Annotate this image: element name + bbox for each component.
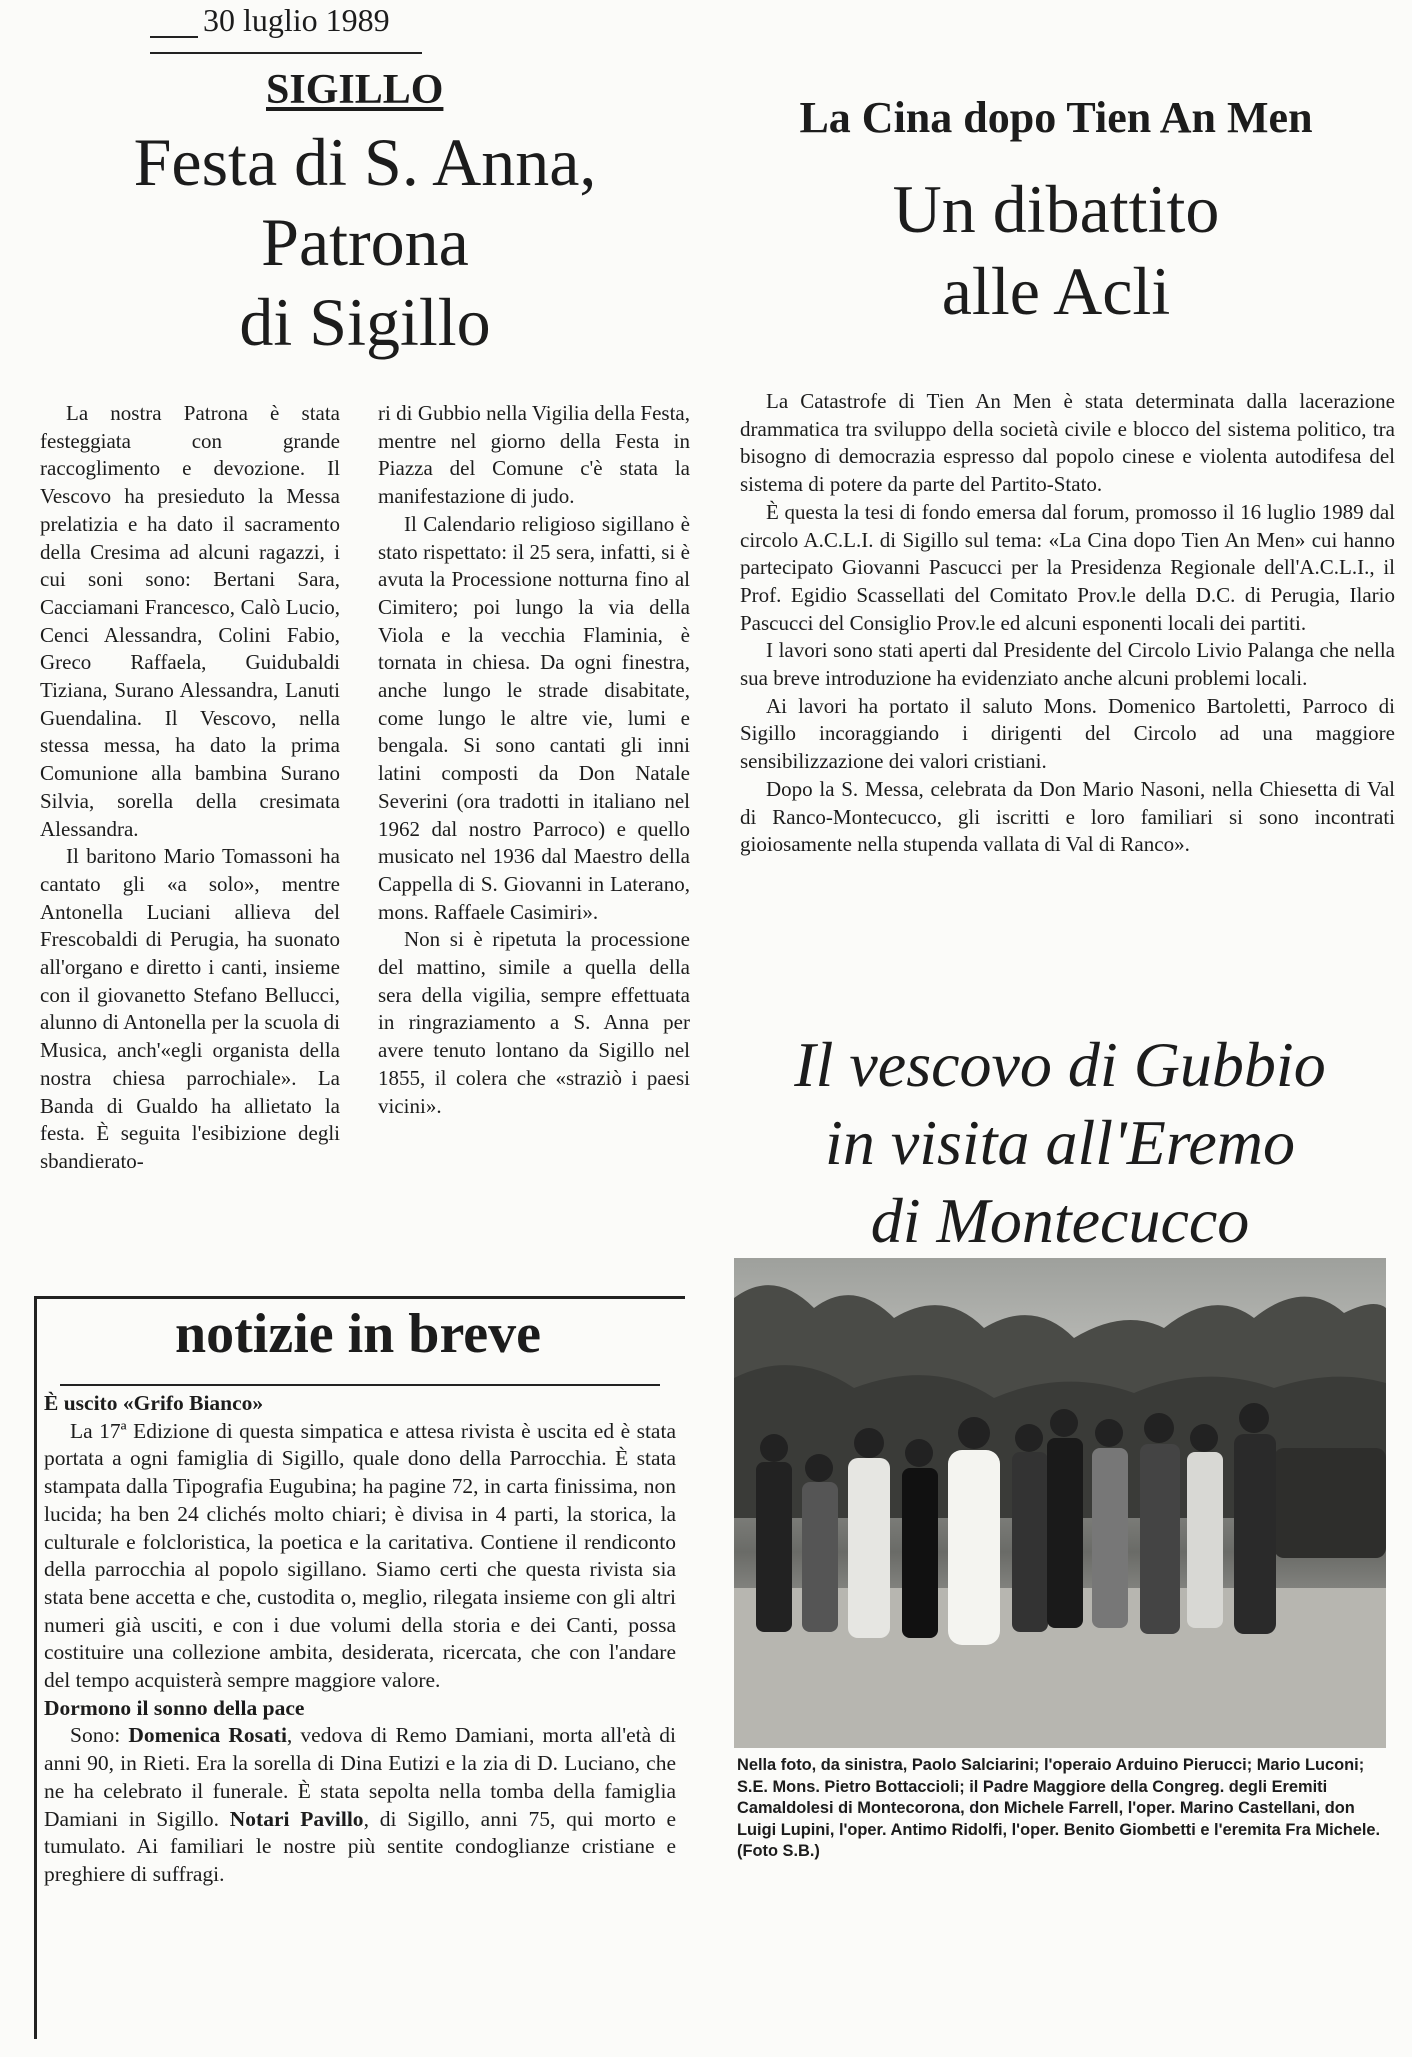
- paragraph: La Catastrofe di Tien An Men è stata determinata dalla lacerazione drammatica tra sviluppo della società civile e blocco del sistema politico, tra bisogno di democrazia espresso dal popolo cinese e violenta autodifesa del sistema di potere da parte del Partito-Stato.: [740, 389, 1395, 497]
- article-column-1: [40, 400, 340, 1176]
- name-bold: Domenica Rosati: [128, 1723, 287, 1748]
- kicker-cina: La Cina dopo Tien An Men: [799, 93, 1313, 142]
- paragraph: I lavori sono stati aperti dal Presidente del Circolo Livio Palanga che nella sua breve introduzione ha evidenziato anche alcuni problemi locali.: [740, 638, 1395, 691]
- paragraph: ri di Gubbio nella Vigilia della Festa, mentre nel giorno della Festa in Piazza del Comune c'è stata la manifestazione di judo.: [378, 401, 690, 509]
- notizia-subhead: È uscito «Grifo Bianco»: [44, 1391, 264, 1415]
- text-run: Sono:: [70, 1723, 129, 1748]
- paragraph: Ai lavori ha portato il saluto Mons. Domenico Bartoletti, Parroco di Sigillo incoraggiando i dirigenti del Circolo ad una maggiore sensibilizzazione dei valori cristiani.: [740, 693, 1395, 774]
- name-bold: Notari Pavillo: [229, 1806, 364, 1831]
- headline-line: Patrona: [261, 204, 469, 280]
- group-photo-illustration: [734, 1258, 1386, 1748]
- headline-line: alle Acli: [941, 253, 1171, 329]
- headline-line: di Montecucco: [870, 1185, 1250, 1256]
- headline-vescovo-gubbio: [720, 1026, 1400, 1260]
- paragraph: È questa la tesi di fondo emersa dal forum, promosso il 16 luglio 1989 dal circolo A.C.L.I. di Sigillo sul tema: «La Cina dopo Tien An Men» cui hanno partecipato Giovanni Pascucci per la Presidenza Regionale dell'A.C.L.I., il Prof. Egidio Scassellati del Comitato Prov.le della D.C. di Perugia, Ilario Pascucci del Consiglio Prov.le ed alcuni esponenti locali dei partiti.: [740, 499, 1395, 635]
- text-run: , di Sigillo, anni 75, qui morto e tumulato. Ai familiari le nostre più sentite condoglianze cristiane e preghiere di suffragi.: [44, 1806, 676, 1886]
- group-photo: [734, 1258, 1386, 1748]
- paragraph: La 17ª Edizione di questa simpatica e attesa rivista è uscita ed è stata portata a ogni famiglia di Sigillo, quale dono della Parrocchia. È stata stampata dalla Tipografia Eugubina; ha pagine 72, in carta finissima, non lucida; ha ben 24 clichés molto chiari; è divisa in 4 parti, la storica, la culturale e folcloristica, la poetica e la caritativa. Contiene il rendiconto della parrocchia al popolo sigillano. Siamo certi che questa rivista sia stata bene accetta e che, custodita o, meglio, rilegata insieme con gli altri numeri già usciti, e con i due volumi della storia e dei Canti, possa costituire una collezione ambita, desiderata, ricercata, che con l'andare del tempo acquisterà sempre maggiore valore.: [44, 1418, 676, 1693]
- paragraph: [44, 1722, 676, 1888]
- paragraph: Il baritono Mario Tomassoni ha cantato gli «a solo», mentre Antonella Luciani allieva del Frescobaldi di Perugia, ha suonato all'organo e diretto i canti, insieme con il giovanetto Stefano Bellucci, alunno di Antonella per la scuola di Musica, anch'«egli organista della nostra chiesa parrochiale». La Banda di Gualdo ha allietato la festa. È seguita l'esibizione degli sbandierato-: [40, 844, 340, 1173]
- headline-line: Festa di S. Anna,: [133, 124, 597, 200]
- section-kicker-sigillo: SIGILLO: [266, 67, 444, 113]
- headline-line: Un dibattito: [892, 171, 1220, 247]
- paragraph: Dopo la S. Messa, celebrata da Don Mario Nasoni, nella Chiesetta di Val di Ranco-Montecucco, gli iscritti e loro familiari si sono incontrati gioiosamente nella stupenda vallata di Val di Ranco».: [740, 776, 1395, 857]
- headline-line: di Sigillo: [239, 284, 491, 360]
- date-underline: [150, 52, 422, 54]
- notizie-rule: [60, 1384, 660, 1386]
- notizia-subhead: Dormono il sonno della pace: [44, 1695, 305, 1720]
- notizie-title: notizie in breve: [174, 1303, 542, 1365]
- article-column-2: [378, 400, 690, 1120]
- text-run: , vedova di Remo Damiani, morta all'età di anni 90, in Rieti. Era la sorella di Dina Eutizi e la zia di D. Luciano, che ne ha celebrato il funerale. È stata sepolta nella tomba della famiglia Damiani in Sigillo.: [44, 1723, 677, 1831]
- headline-line: Il vescovo di Gubbio: [794, 1029, 1326, 1100]
- date-rule: [150, 36, 198, 38]
- headline-line: in visita all'Eremo: [825, 1107, 1295, 1178]
- paragraph: La nostra Patrona è stata festeggiata con grande raccoglimento e devozione. Il Vescovo ha presieduto la Messa prelatizia e ha dato il sacramento della Cresima ad alcuni ragazzi, i cui soni sono: Bertani Sara, Cacciamani Francesco, Calò Lucio, Cenci Alessandra, Colini Fabio, Greco Raffaela, Guidubaldi Tiziana, Surano Alessandra, Lanuti Guendalina. Il Vescovo, nella stessa messa, ha dato la prima Comunione alla bambina Surano Silvia, sorella della cresimata Alessandra.: [40, 401, 340, 841]
- headline-dibattito-acli: [706, 168, 1406, 332]
- notizie-body: [44, 1390, 676, 1889]
- headline-festa-sant-anna: [30, 122, 700, 362]
- publication-date: 30 luglio 1989: [203, 2, 390, 38]
- paragraph: Il Calendario religioso sigillano è stato rispettato: il 25 sera, infatti, si è avuta la Processione notturna fino al Cimitero; poi lungo la via della Viola e la vecchia Flaminia, è tornata in chiesa. Da ogni finestra, anche lungo le strade disabitate, come lungo le altre vie, lumi e bengala. Si sono cantati gli inni latini composti da Don Natale Severini (ora tradotti in italiano nel 1962 dal nostro Parroco) e quello musicato nel 1936 dal Maestro della Cappella di S. Giovanni in Laterano, mons. Raffaele Casimiri».: [378, 511, 690, 924]
- article-body-cina: [740, 388, 1395, 859]
- paragraph: Non si è ripetuta la processione del mattino, simile a quella della sera della vigilia, sempre effettuata in ringraziamento a S. Anna per avere tenuto lontano da Sigillo nel 1855, il colera che «straziò i paesi vicini».: [378, 927, 690, 1118]
- photo-caption: Nella foto, da sinistra, Paolo Salciarini; l'operaio Arduino Pierucci; Mario Luconi; S.E. Mons. Pietro Bottaccioli; il Padre Maggiore della Congreg. degli Eremiti Camaldolesi di Montecorona, don Michele Farrell, l'oper. Marino Castellani, don Luigi Lupini, l'oper. Antimo Ridolfi, l'oper. Benito Giombetti e l'eremita Fra Michele. (Foto S.B.): [737, 1756, 1381, 1860]
